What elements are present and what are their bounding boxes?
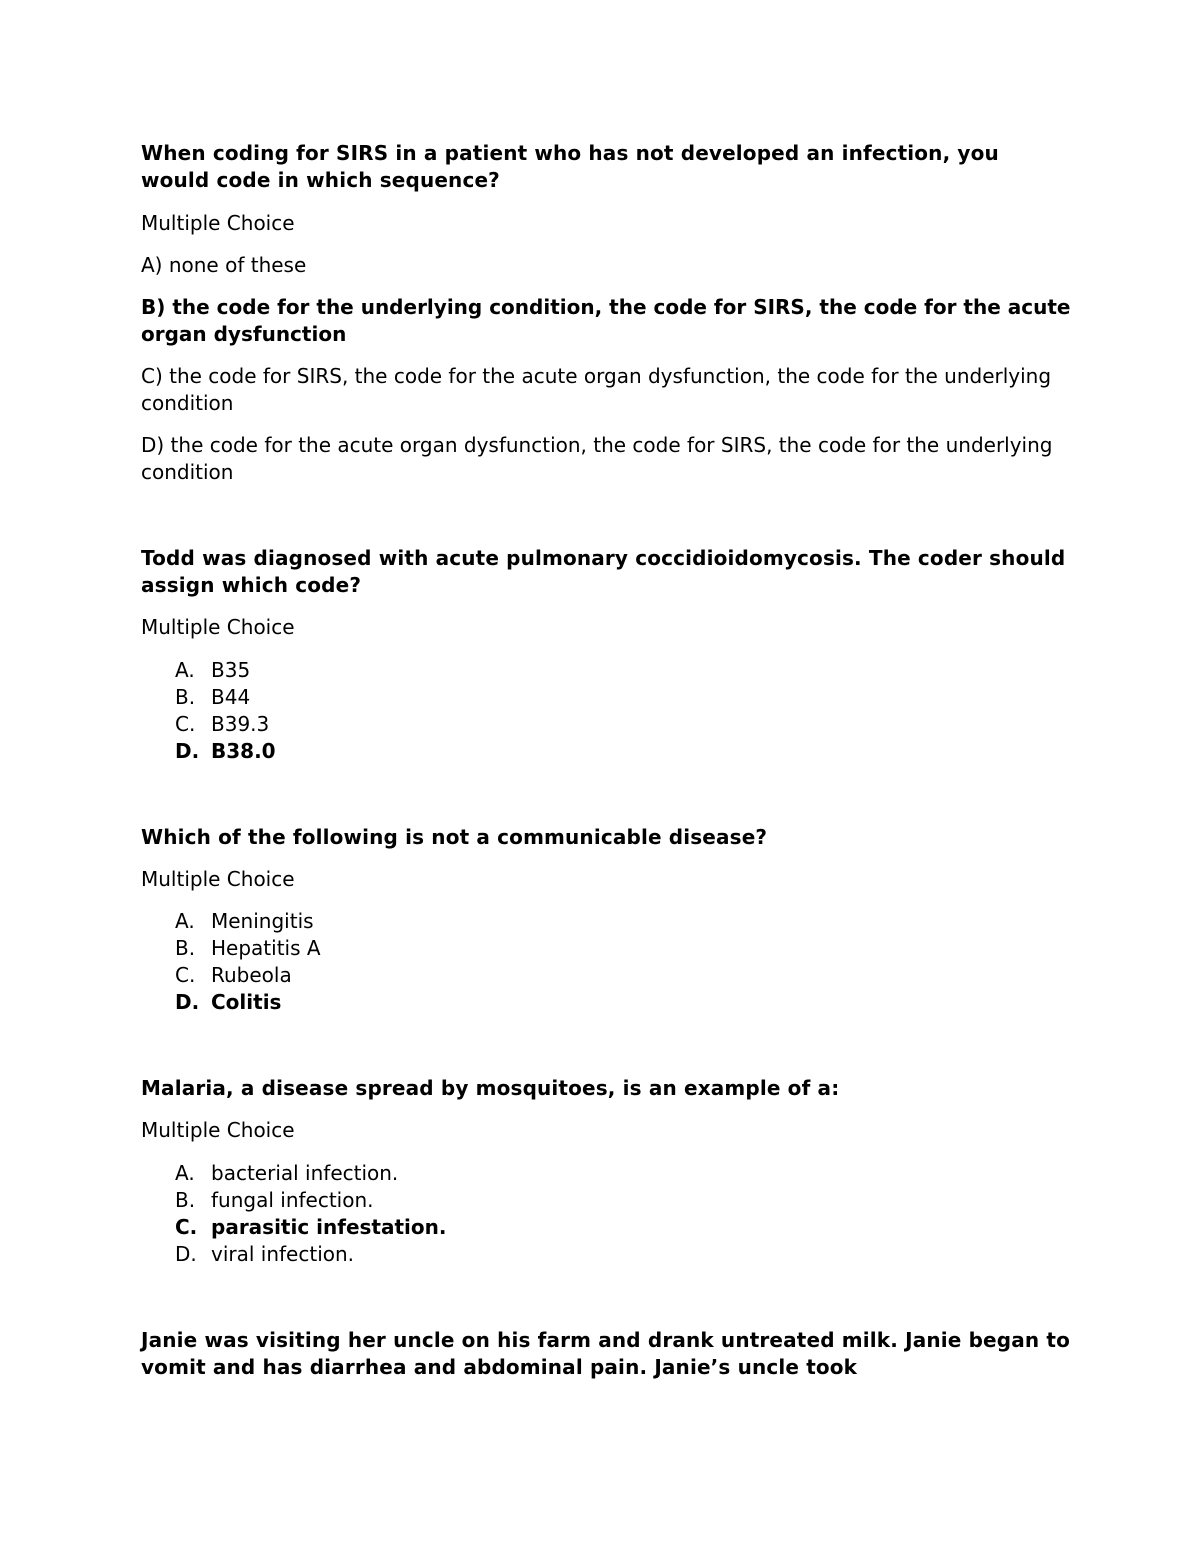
option-c: C) the code for SIRS, the code for the acute organ dysfunction, the code for the underlying condition (141, 364, 1052, 415)
option-a: A. bacterial infection. (175, 1161, 399, 1185)
option-c-correct: C. parasitic infestation. (175, 1215, 447, 1239)
question-1 (141, 140, 1071, 486)
question-type: Multiple Choice (141, 867, 295, 891)
option-a: A. Meningitis (175, 909, 314, 933)
options-list (141, 657, 1071, 765)
option-d: D) the code for the acute organ dysfunction, the code for SIRS, the code for the underlying condition (141, 433, 1053, 484)
question-title: Todd was diagnosed with acute pulmonary coccidioidomycosis. The coder should assign which code? (141, 546, 1066, 597)
question-type: Multiple Choice (141, 1118, 295, 1142)
option-c: C. Rubeola (175, 963, 292, 987)
question-3 (141, 824, 1071, 1016)
options-list (141, 908, 1071, 1016)
option-d-correct: D. Colitis (175, 990, 282, 1014)
question-title: When coding for SIRS in a patient who has not developed an infection, you would code in which sequence? (141, 141, 999, 192)
question-5 (141, 1327, 1071, 1381)
option-a: A) none of these (141, 253, 307, 277)
option-b: B. B44 (175, 685, 251, 709)
question-2 (141, 545, 1071, 765)
option-d-correct: D. B38.0 (175, 739, 276, 763)
option-c: C. B39.3 (175, 712, 270, 736)
question-type: Multiple Choice (141, 211, 295, 235)
options-list (141, 1160, 1071, 1268)
option-b: B. fungal infection. (175, 1188, 374, 1212)
option-d: D. viral infection. (175, 1242, 355, 1266)
option-b-correct: B) the code for the underlying condition, the code for SIRS, the code for the acute organ dysfunction (141, 295, 1071, 346)
document-page (141, 140, 1071, 1381)
option-b: B. Hepatitis A (175, 936, 321, 960)
question-type: Multiple Choice (141, 615, 295, 639)
question-4 (141, 1075, 1071, 1268)
question-title: Malaria, a disease spread by mosquitoes, is an example of a: (141, 1076, 840, 1100)
option-a: A. B35 (175, 658, 251, 682)
question-title: Which of the following is not a communicable disease? (141, 825, 768, 849)
question-title: Janie was visiting her uncle on his farm and drank untreated milk. Janie began to vomit and has diarrhea and abdominal pain. Janie’s uncle took (141, 1328, 1070, 1379)
